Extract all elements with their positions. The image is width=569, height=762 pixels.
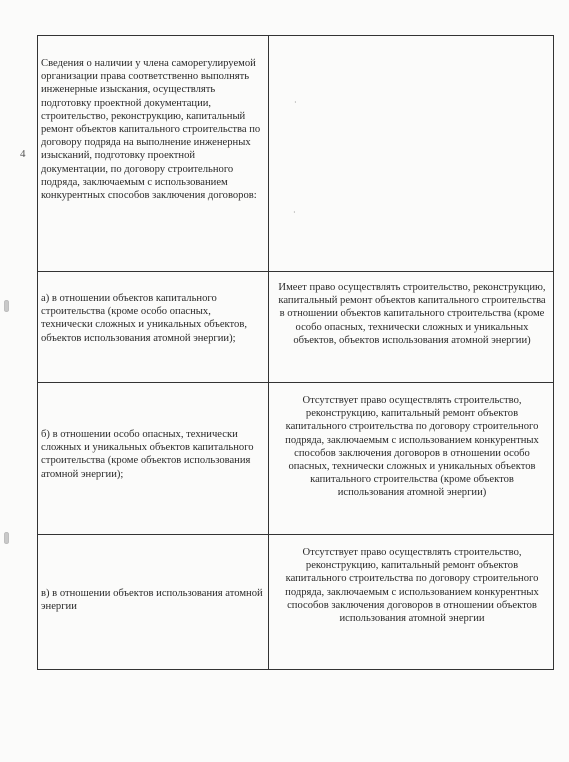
scan-speck: · xyxy=(294,98,297,107)
row-status-text: Имеет право осуществлять строительство, реконструкцию, капитальный ремонт объектов капитального строительства в отношении объектов капитального строительства (кроме особо опасных, технически сложных и уникальных объектов, объектов использования атомной энергии) xyxy=(278,282,546,346)
table-cell-right xyxy=(269,383,553,534)
row-category-text: б) в отношении особо опасных, технически сложных и уникальных объектов капитального строительства (кроме объектов использования атомной энергии); xyxy=(41,429,254,480)
scan-speck: · xyxy=(293,208,296,217)
table-cell-left xyxy=(38,272,269,382)
table-row xyxy=(37,382,554,534)
table-cell-right xyxy=(269,535,553,669)
punch-hole-mark xyxy=(4,532,9,544)
punch-hole-mark xyxy=(4,300,9,312)
table-row xyxy=(37,35,554,271)
table-cell-left xyxy=(38,36,269,271)
table-cell-right xyxy=(269,36,553,271)
table-cell-right xyxy=(269,272,553,382)
row-number: 4 xyxy=(20,148,26,160)
table-cell-left xyxy=(38,383,269,534)
row-heading-text: Сведения о наличии у члена саморегулируемой организации права соответственно выполнять инженерные изыскания, осуществлять подготовку проектной документации, строительство, реконструкцию, капитальный ремонт объектов капитального строительства по договору подряда на выполнение инженерных изысканий, подготовку проектной документации, по договору строительного подряда, заключаемым с использованием конкурентных способов заключения договоров: xyxy=(41,58,261,202)
table-row xyxy=(37,534,554,670)
row-category-text: в) в отношении объектов использования атомной энергии xyxy=(41,588,263,613)
table-row xyxy=(37,271,554,382)
info-table xyxy=(37,35,554,670)
row-category-text: а) в отношении объектов капитального строительства (кроме особо опасных, технически сложных и уникальных объектов, объектов использования атомной энергии); xyxy=(41,293,247,344)
row-status-text: Отсутствует право осуществлять строительство, реконструкцию, капитальный ремонт объектов капитального строительства по договору строительного подряда, заключаемым с использованием конкурентных способов заключения договоров в отношении особо опасных, технически сложных и уникальных объектов капитального строительства (кроме объектов использования атомной энергии) xyxy=(285,395,539,499)
row-status-text: Отсутствует право осуществлять строительство, реконструкцию, капитальный ремонт объектов капитального строительства по договору строительного подряда, заключаемым с использованием конкурентных способов заключения договоров в отношении объектов использования атомной энергии xyxy=(285,547,539,625)
table-cell-left xyxy=(38,535,269,669)
